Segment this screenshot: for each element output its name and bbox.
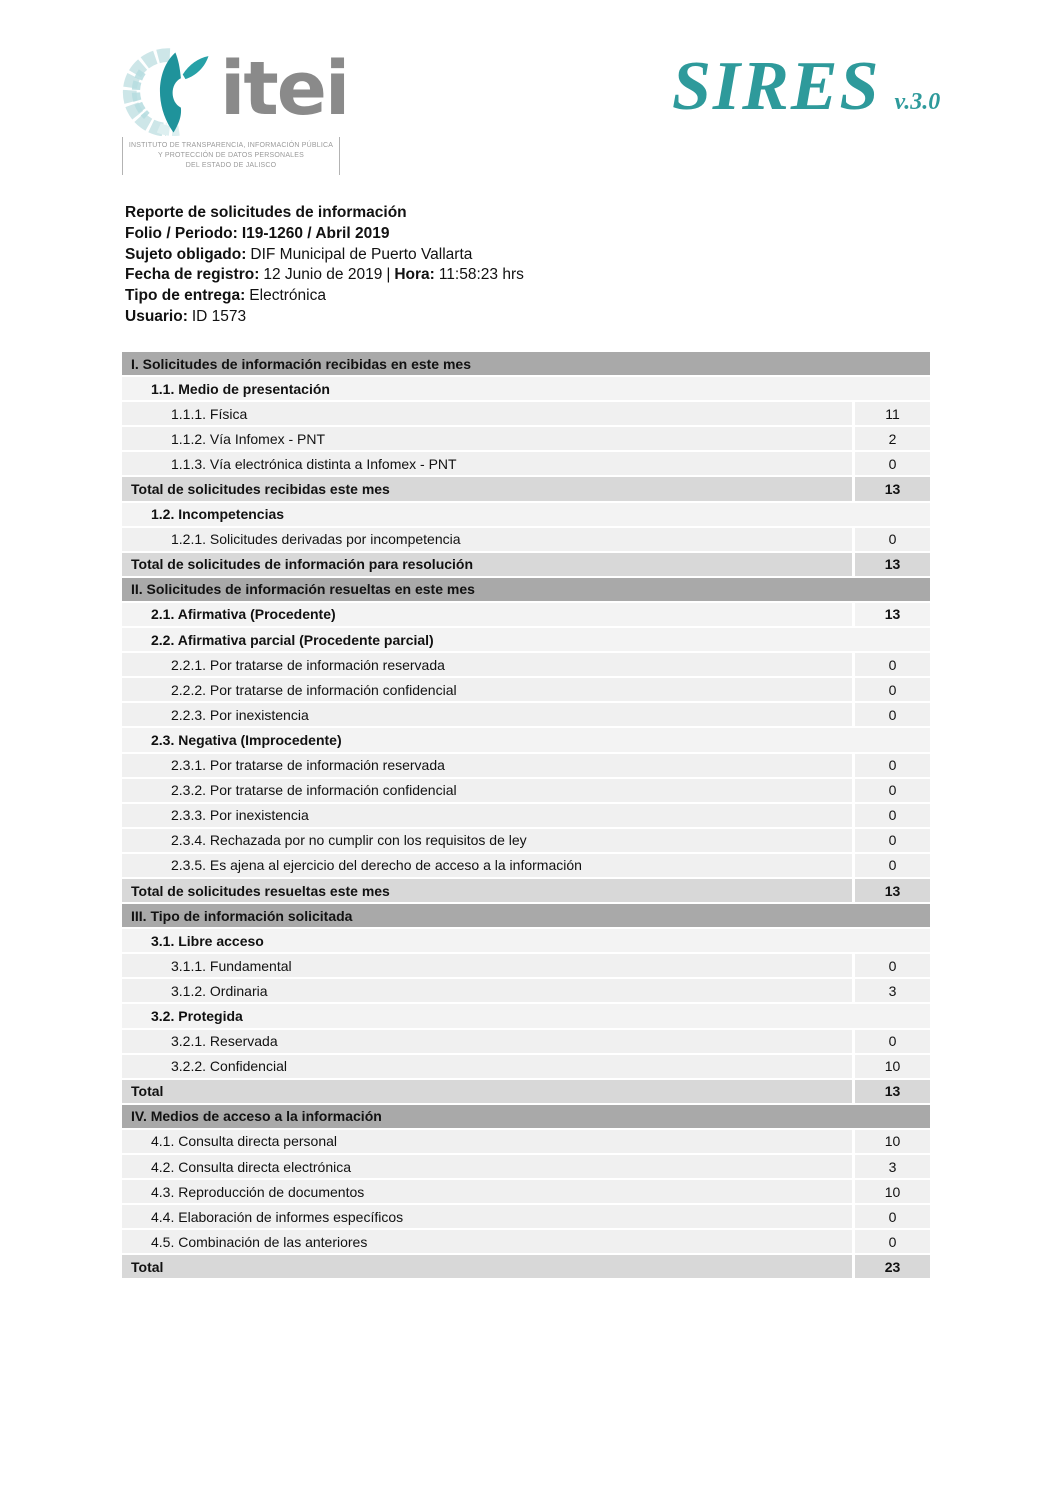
row-value: 0 [855, 829, 930, 852]
table-row [122, 402, 930, 425]
table-row [122, 678, 930, 701]
table-row [122, 754, 930, 777]
row-label: 1.2.1. Solicitudes derivadas por incompetencia [122, 528, 852, 551]
row-value: 2 [855, 427, 930, 450]
institute-line-3: DEL ESTADO DE JALISCO [185, 162, 277, 169]
row-label: 2.3.1. Por tratarse de información reservada [122, 754, 852, 777]
row-value: 0 [855, 703, 930, 726]
sires-wordmark: SIRES [672, 48, 881, 125]
row-label: 3.1.1. Fundamental [122, 954, 852, 977]
itei-logo [122, 48, 348, 141]
row-label: 2.1. Afirmativa (Procedente) [122, 603, 852, 626]
fecha-label: Fecha de registro: [125, 266, 260, 284]
row-value: 0 [855, 779, 930, 802]
fecha-line [125, 265, 524, 286]
row-value: 13 [855, 553, 930, 576]
table-row [122, 1105, 930, 1128]
row-label: Total [122, 1080, 852, 1103]
table-row [122, 1205, 930, 1228]
usuario-value: ID 1573 [191, 307, 247, 325]
row-label: 2.2.1. Por tratarse de información reservada [122, 653, 852, 676]
row-value: 0 [855, 754, 930, 777]
institute-line-2: Y PROTECCIÓN DE DATOS PERSONALES [157, 152, 305, 159]
table-row [122, 1230, 930, 1253]
row-label: 2.3.5. Es ajena al ejercicio del derecho de acceso a la información [122, 854, 852, 877]
table-row [122, 1004, 930, 1027]
row-label: Total [122, 1255, 852, 1278]
table-row [122, 829, 930, 852]
row-label: 1.1. Medio de presentación [122, 377, 930, 400]
row-label: II. Solicitudes de información resueltas en este mes [122, 578, 930, 601]
table-row [122, 703, 930, 726]
row-value: 3 [855, 1155, 930, 1178]
table-row [122, 954, 930, 977]
row-value: 0 [855, 1230, 930, 1253]
row-label: 4.4. Elaboración de informes específicos [122, 1205, 852, 1228]
row-value: 0 [855, 854, 930, 877]
row-label: IV. Medios de acceso a la información [122, 1105, 930, 1128]
row-value: 0 [855, 528, 930, 551]
table-row [122, 477, 930, 500]
table-row [122, 804, 930, 827]
row-label: 2.3.2. Por tratarse de información confidencial [122, 779, 852, 802]
table-row [122, 377, 930, 400]
row-label: 3.1.2. Ordinaria [122, 979, 852, 1002]
row-label: 1.1.3. Vía electrónica distinta a Infomex - PNT [122, 452, 852, 475]
table-row [122, 904, 930, 927]
row-label: 1.1.2. Vía Infomex - PNT [122, 427, 852, 450]
table-row [122, 728, 930, 751]
table-row [122, 1180, 930, 1203]
row-value: 11 [855, 402, 930, 425]
folio-value: I19-1260 / Abril 2019 [241, 224, 390, 242]
row-value: 23 [855, 1255, 930, 1278]
row-label: 3.2. Protegida [122, 1004, 930, 1027]
pipe-separator: | [386, 266, 391, 284]
sires-version: v.3.0 [894, 89, 941, 115]
table-row [122, 628, 930, 651]
row-value: 0 [855, 954, 930, 977]
usuario-line [125, 307, 524, 328]
usuario-label: Usuario: [125, 307, 188, 325]
table-row [122, 503, 930, 526]
table-row [122, 528, 930, 551]
hora-value: 11:58:23 hrs [438, 266, 524, 284]
row-label: Total de solicitudes resueltas este mes [122, 879, 852, 902]
report-header [125, 203, 524, 328]
row-label: Total de solicitudes recibidas este mes [122, 477, 852, 500]
sires-logo [672, 42, 1008, 132]
row-value: 0 [855, 804, 930, 827]
row-value: 3 [855, 979, 930, 1002]
table-row [122, 452, 930, 475]
row-label: 1.1.1. Física [122, 402, 852, 425]
row-value: 10 [855, 1180, 930, 1203]
table-row [122, 1030, 930, 1053]
row-label: 4.3. Reproducción de documentos [122, 1180, 852, 1203]
fecha-value: 12 Junio de 2019 [263, 266, 383, 284]
row-label: 3.2.1. Reservada [122, 1030, 852, 1053]
row-label: 2.3. Negativa (Improcedente) [122, 728, 930, 751]
row-value: 13 [855, 1080, 930, 1103]
hora-label: Hora: [394, 266, 435, 284]
row-label: 4.1. Consulta directa personal [122, 1130, 852, 1153]
tipo-label: Tipo de entrega: [125, 287, 246, 305]
table-row [122, 352, 930, 375]
tipo-line [125, 286, 524, 307]
table-row [122, 1255, 930, 1278]
folio-line [125, 224, 524, 245]
row-label: 3.1. Libre acceso [122, 929, 930, 952]
table-row [122, 1080, 930, 1103]
table-row [122, 1130, 930, 1153]
row-value: 13 [855, 879, 930, 902]
row-value: 0 [855, 1030, 930, 1053]
row-label: 2.3.4. Rechazada por no cumplir con los requisitos de ley [122, 829, 852, 852]
table-row [122, 779, 930, 802]
row-value: 10 [855, 1130, 930, 1153]
row-value: 0 [855, 653, 930, 676]
table-row [122, 603, 930, 626]
row-value: 13 [855, 477, 930, 500]
sujeto-line [125, 245, 524, 266]
institute-caption [122, 137, 340, 175]
table-row [122, 1155, 930, 1178]
row-value: 0 [855, 452, 930, 475]
table-row [122, 879, 930, 902]
row-label: 1.2. Incompetencias [122, 503, 930, 526]
row-value: 0 [855, 678, 930, 701]
row-label: III. Tipo de información solicitada [122, 904, 930, 927]
row-value: 0 [855, 1205, 930, 1228]
itei-globe-icon [122, 48, 214, 141]
row-label: 3.2.2. Confidencial [122, 1055, 852, 1078]
row-value: 10 [855, 1055, 930, 1078]
row-label: I. Solicitudes de información recibidas en este mes [122, 352, 930, 375]
row-label: 2.2. Afirmativa parcial (Procedente parcial) [122, 628, 930, 651]
row-label: 4.2. Consulta directa electrónica [122, 1155, 852, 1178]
row-label: 2.2.3. Por inexistencia [122, 703, 852, 726]
row-label: 2.2.2. Por tratarse de información confidencial [122, 678, 852, 701]
table-row [122, 578, 930, 601]
folio-label: Folio / Periodo: [125, 224, 238, 242]
row-label: Total de solicitudes de información para resolución [122, 553, 852, 576]
row-label: 2.3.3. Por inexistencia [122, 804, 852, 827]
sujeto-value: DIF Municipal de Puerto Vallarta [250, 245, 473, 263]
table-row [122, 553, 930, 576]
row-value: 13 [855, 603, 930, 626]
institute-line-1: INSTITUTO DE TRANSPARENCIA, INFORMACIÓN PÚBLICA [128, 142, 334, 149]
table-row [122, 929, 930, 952]
table-row [122, 1055, 930, 1078]
table-row [122, 427, 930, 450]
table-row [122, 979, 930, 1002]
sujeto-label: Sujeto obligado: [125, 245, 247, 263]
itei-wordmark: itei [220, 46, 349, 132]
table-row [122, 854, 930, 877]
tipo-value: Electrónica [249, 287, 326, 305]
report-title: Reporte de solicitudes de información [125, 204, 407, 221]
report-table [122, 352, 930, 1278]
row-label: 4.5. Combinación de las anteriores [122, 1230, 852, 1253]
table-row [122, 653, 930, 676]
